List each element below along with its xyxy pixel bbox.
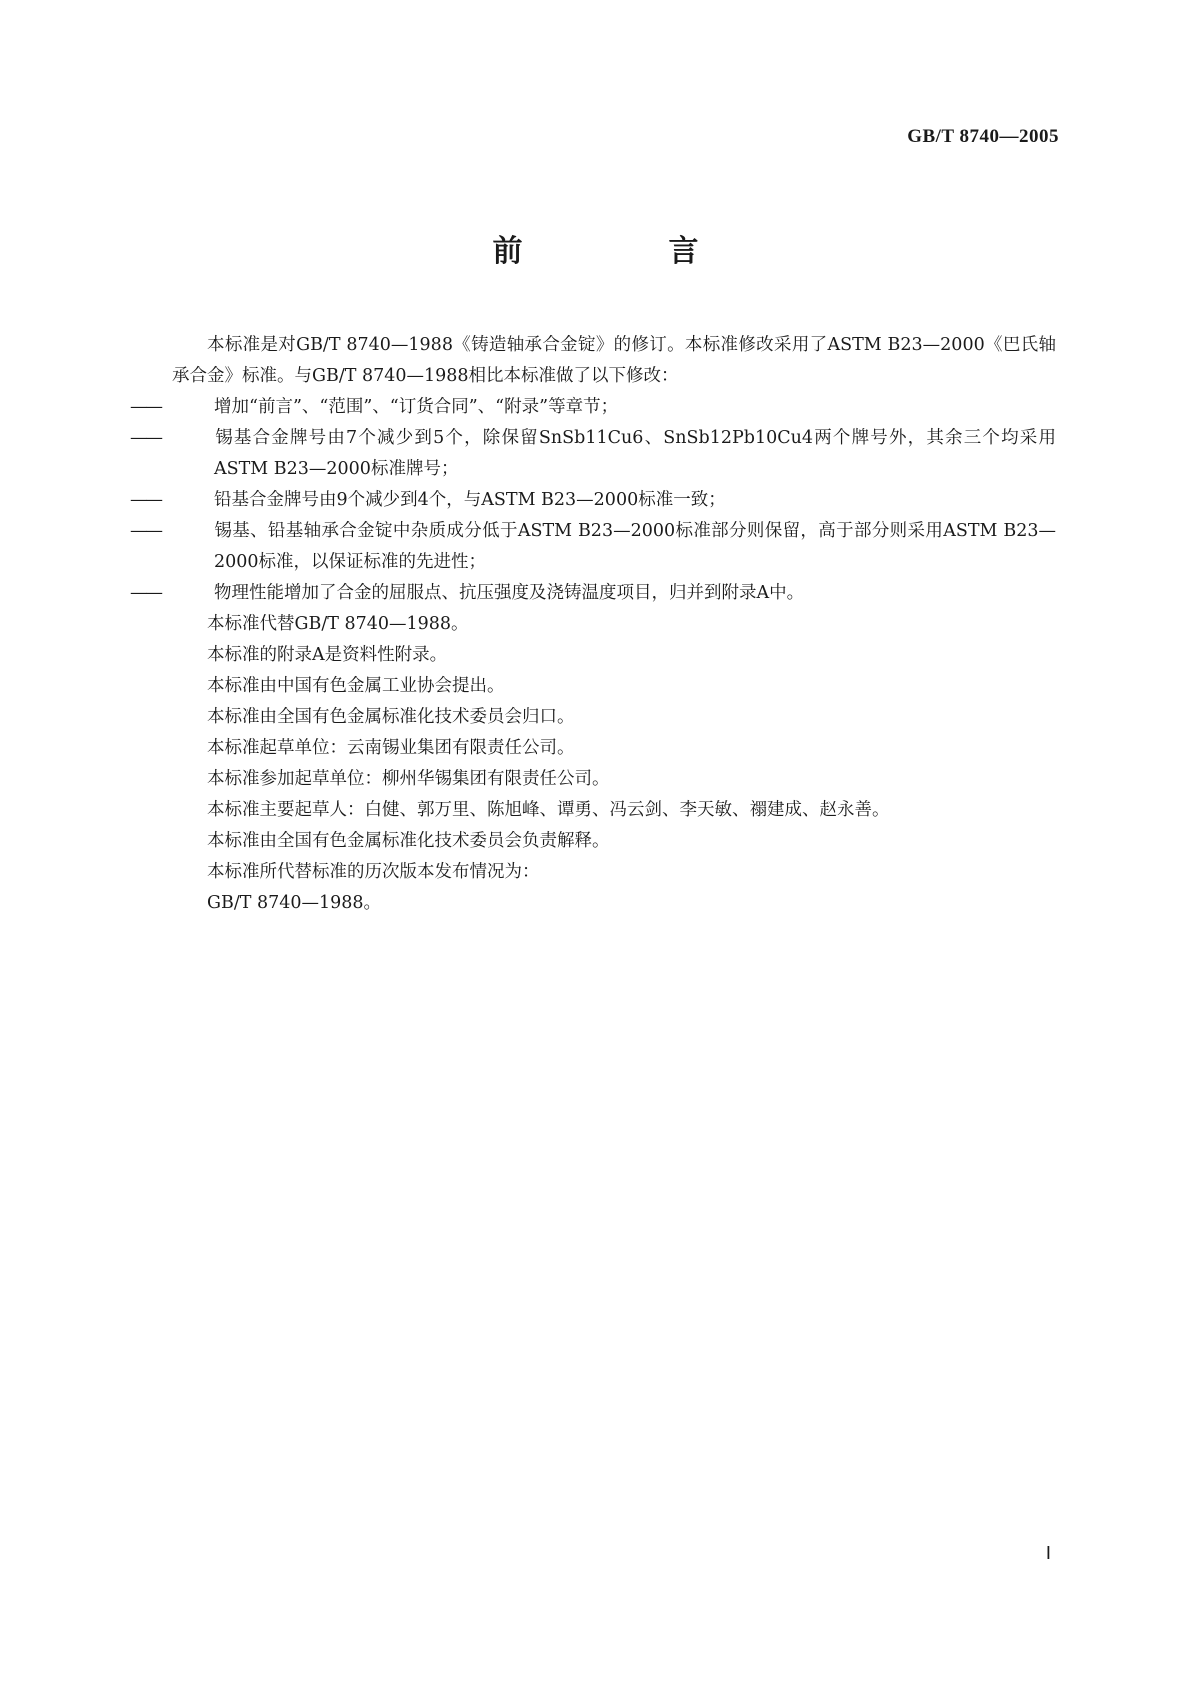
change-item xyxy=(130,516,1056,578)
change-item xyxy=(130,485,1056,516)
interpretation-statement: 本标准由全国有色金属标准化技术委员会负责解释。 xyxy=(207,831,610,851)
committee-statement: 本标准由全国有色金属标准化技术委员会归口。 xyxy=(207,707,575,727)
change-text: 锡基、铅基轴承合金锭中杂质成分低于ASTM B23—2000标准部分则保留，高于部分则采用ASTM B23—2000标准，以保证标准的先进性； xyxy=(214,521,1056,572)
document-body xyxy=(130,330,1056,919)
change-item xyxy=(130,423,1056,485)
change-text: 铅基合金牌号由9个减少到4个，与ASTM B23—2000标准一致； xyxy=(214,490,726,510)
dash-mark: —— xyxy=(130,521,161,541)
proposer-statement: 本标准由中国有色金属工业协会提出。 xyxy=(207,676,505,696)
change-item xyxy=(130,578,1056,609)
dash-mark: —— xyxy=(130,397,161,417)
change-item xyxy=(130,392,1056,423)
intro-paragraph: 本标准是对GB/T 8740—1988《铸造轴承合金锭》的修订。本标准修改采用了ASTM B23—2000《巴氏轴承合金》标准。与GB/T 8740—1988相比本标准做了以下修改： xyxy=(172,335,1056,386)
dash-mark: —— xyxy=(130,490,161,510)
page-number: Ⅰ xyxy=(1045,1543,1051,1563)
change-text: 增加“前言”、“范围”、“订货合同”、“附录”等章节； xyxy=(214,397,619,417)
page-title: 前 言 xyxy=(492,234,757,269)
replaces-statement: 本标准代替GB/T 8740—1988。 xyxy=(207,614,469,634)
dash-mark: —— xyxy=(130,428,161,448)
history-heading: 本标准所代替标准的历次版本发布情况为： xyxy=(207,862,540,882)
history-item: GB/T 8740—1988。 xyxy=(207,893,382,913)
change-text: 锡基合金牌号由7个减少到5个，除保留SnSb11Cu6、SnSb12Pb10Cu4两个牌号外，其余三个均采用ASTM B23—2000标准牌号； xyxy=(214,428,1056,479)
participating-unit-statement: 本标准参加起草单位：柳州华锡集团有限责任公司。 xyxy=(207,769,610,789)
appendix-statement: 本标准的附录A是资料性附录。 xyxy=(207,645,448,665)
drafting-unit-statement: 本标准起草单位：云南锡业集团有限责任公司。 xyxy=(207,738,575,758)
change-text: 物理性能增加了合金的屈服点、抗压强度及浇铸温度项目，归并到附录A中。 xyxy=(214,583,805,603)
standard-number: GB/T 8740—2005 xyxy=(907,126,1059,147)
dash-mark: —— xyxy=(130,583,161,603)
drafters-statement: 本标准主要起草人：白健、郭万里、陈旭峰、谭勇、冯云剑、李天敏、禤建成、赵永善。 xyxy=(207,800,890,820)
